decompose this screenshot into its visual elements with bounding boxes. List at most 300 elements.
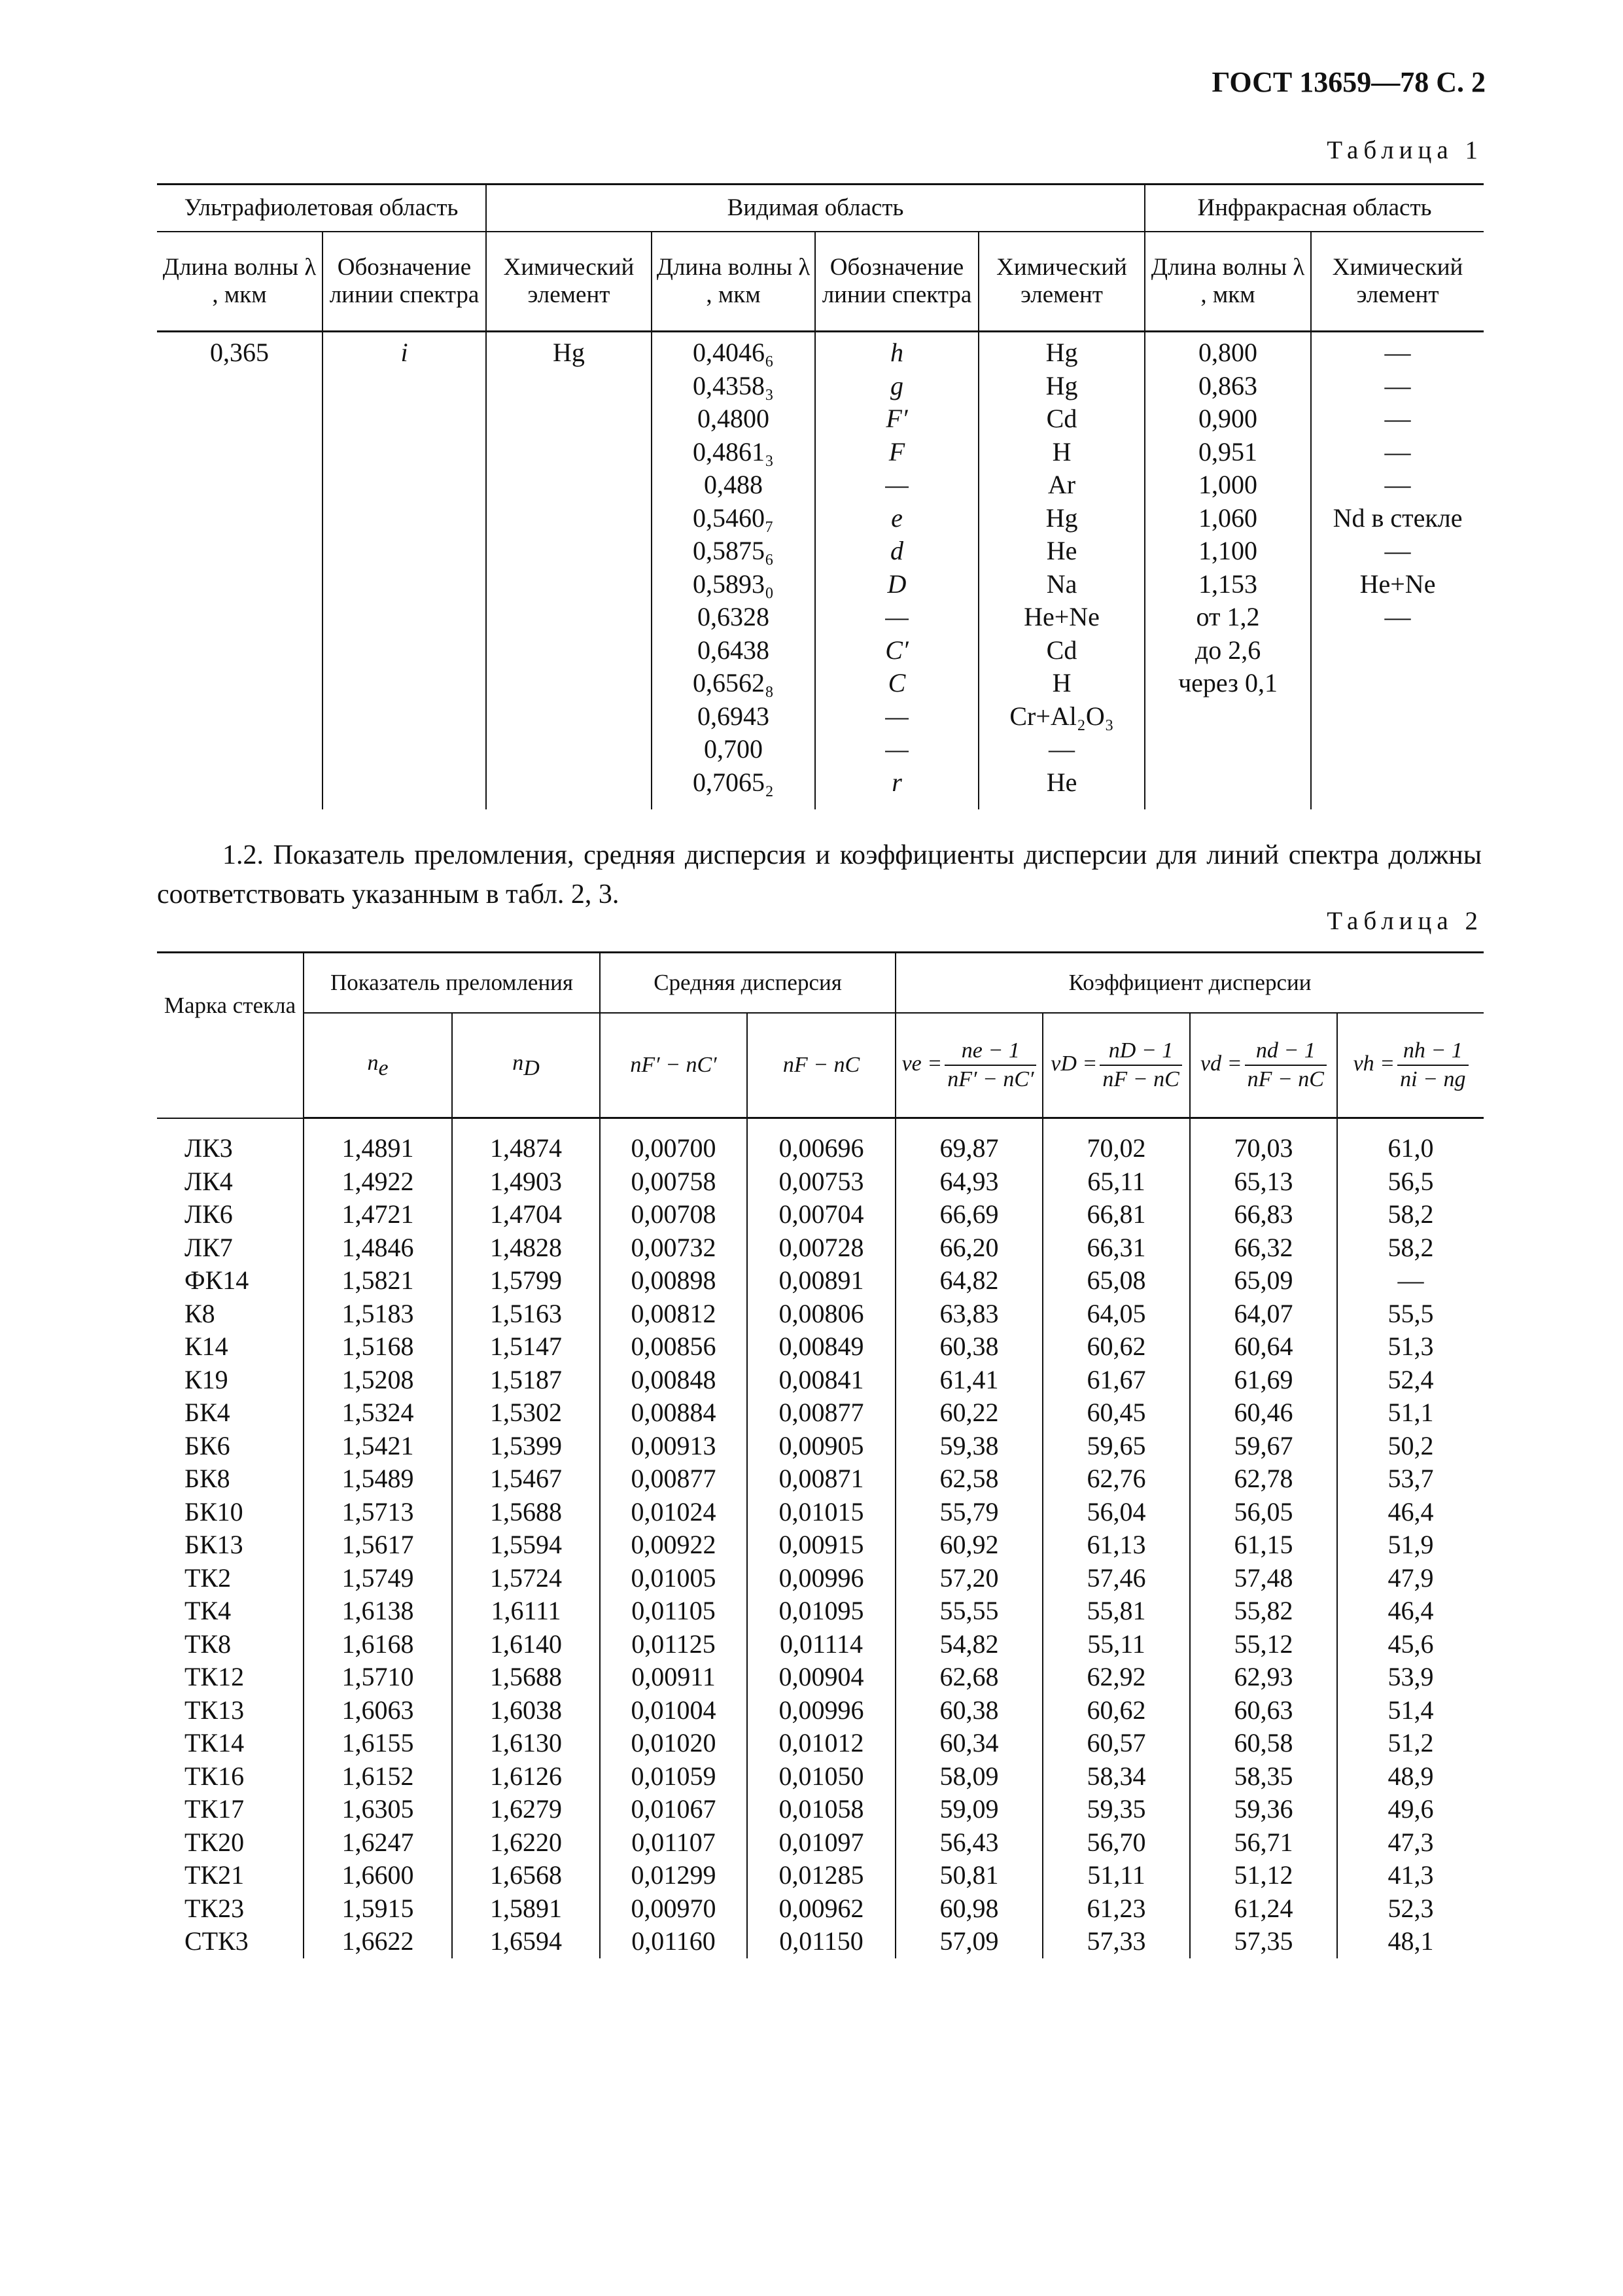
- value-cell: 55,55: [896, 1595, 1043, 1628]
- cell-line: до 2,6: [1195, 635, 1261, 665]
- group-visible: Видимая область: [486, 185, 1145, 232]
- value-cell: 0,00911: [600, 1661, 747, 1694]
- paragraph-1-2: 1.2. Показатель преломления, средняя дисперсия и коэффициенты дисперсии для линий спектра должны соответствовать указанным в табл. 2, 3.: [157, 840, 1482, 910]
- value-cell: 1,6111: [452, 1595, 600, 1628]
- glass-mark-cell: ТК21: [184, 1860, 245, 1890]
- value-cell: 60,45: [1043, 1396, 1190, 1430]
- col-header: Обозначение линии спектра: [323, 232, 486, 332]
- group-dispersion-coeff: Коэффициент дисперсии: [896, 953, 1484, 1014]
- col-vd: νD = $\frac{nD - 1}{nF - nC}$: [1043, 1013, 1190, 1118]
- table-row: [157, 1628, 1484, 1661]
- value-cell: 0,01024: [600, 1496, 747, 1529]
- cell-line: 0,4046₆: [693, 338, 774, 367]
- value-cell: 1,6130: [452, 1727, 600, 1760]
- col-header: Химический элемент: [1311, 232, 1484, 332]
- value-cell: 62,92: [1043, 1661, 1190, 1694]
- cell-line: 0,6328: [697, 602, 769, 631]
- value-cell: 61,0: [1337, 1118, 1484, 1165]
- glass-mark-cell: БК6: [184, 1430, 230, 1460]
- value-cell: 1,5821: [304, 1264, 452, 1298]
- value-cell: 60,63: [1190, 1694, 1337, 1727]
- value-cell: 1,5467: [452, 1462, 600, 1496]
- value-cell: 0,00877: [600, 1462, 747, 1496]
- value-cell: 64,07: [1190, 1298, 1337, 1331]
- value-cell: 61,69: [1190, 1364, 1337, 1397]
- value-cell: 58,2: [1337, 1231, 1484, 1265]
- value-cell: 46,4: [1337, 1595, 1484, 1628]
- value-cell: 51,11: [1043, 1859, 1190, 1892]
- value-cell: 60,64: [1190, 1330, 1337, 1364]
- value-cell: 0,01299: [600, 1859, 747, 1892]
- value-cell: 1,5713: [304, 1496, 452, 1529]
- value-cell: 1,5302: [452, 1396, 600, 1430]
- value-cell: 66,31: [1043, 1231, 1190, 1265]
- table-row: [157, 1231, 1484, 1265]
- value-cell: 0,01107: [600, 1826, 747, 1860]
- value-cell: 64,05: [1043, 1298, 1190, 1331]
- glass-mark-cell: ТК2: [184, 1563, 232, 1593]
- value-cell: 0,00841: [747, 1364, 896, 1397]
- cell-line: —: [885, 734, 909, 764]
- value-cell: 1,5183: [304, 1298, 452, 1331]
- value-cell: 1,5724: [452, 1562, 600, 1595]
- cell-line: 0,6562₈: [693, 668, 774, 698]
- value-cell: 56,05: [1190, 1496, 1337, 1529]
- value-cell: 1,4903: [452, 1165, 600, 1199]
- value-cell: 60,34: [896, 1727, 1043, 1760]
- value-cell: 1,5163: [452, 1298, 600, 1331]
- value-cell: 55,12: [1190, 1628, 1337, 1661]
- value-cell: 64,82: [896, 1264, 1043, 1298]
- value-cell: 1,6140: [452, 1628, 600, 1661]
- cell-line: 1,060: [1198, 503, 1258, 533]
- vis-elements-cell: [979, 332, 1145, 809]
- table-row: [157, 1364, 1484, 1397]
- table-row: [157, 1859, 1484, 1892]
- value-cell: 0,00732: [600, 1231, 747, 1265]
- value-cell: 51,12: [1190, 1859, 1337, 1892]
- table-2-body: [157, 1118, 1484, 1958]
- col-header: Длина волны λ , мкм: [652, 232, 815, 332]
- value-cell: 0,00856: [600, 1330, 747, 1364]
- glass-mark-cell: ТК4: [184, 1596, 232, 1625]
- value-cell: 51,4: [1337, 1694, 1484, 1727]
- glass-mark-cell: К19: [184, 1364, 228, 1394]
- value-cell: 1,6279: [452, 1793, 600, 1826]
- table-row: [157, 1396, 1484, 1430]
- value-cell: 58,2: [1337, 1198, 1484, 1231]
- ir-waves-cell: [1145, 332, 1311, 809]
- value-cell: 0,00753: [747, 1165, 896, 1199]
- value-cell: 64,93: [896, 1165, 1043, 1199]
- value-cell: 0,00849: [747, 1330, 896, 1364]
- value-cell: 65,09: [1190, 1264, 1337, 1298]
- value-cell: 0,00891: [747, 1264, 896, 1298]
- glass-mark-cell: К14: [184, 1332, 228, 1361]
- value-cell: 50,81: [896, 1859, 1043, 1892]
- glass-mark-cell: ТК20: [184, 1827, 245, 1857]
- col-vh: νh = $\frac{nh - 1}{ni - ng}$: [1337, 1013, 1484, 1118]
- col-ve: νe = $\frac{ne - 1}{nF' - nC'}$: [896, 1013, 1043, 1118]
- value-cell: —: [1337, 1264, 1484, 1298]
- col-disp: nF − nC: [747, 1013, 896, 1118]
- cell-line: C: [888, 668, 906, 698]
- value-cell: 0,01150: [747, 1925, 896, 1958]
- value-cell: 1,5187: [452, 1364, 600, 1397]
- value-cell: 60,98: [896, 1892, 1043, 1926]
- cell-line: g: [890, 370, 903, 400]
- cell-line: —: [1384, 338, 1411, 367]
- value-cell: 1,6155: [304, 1727, 452, 1760]
- value-cell: 1,5489: [304, 1462, 452, 1496]
- value-cell: 0,01285: [747, 1859, 896, 1892]
- glass-mark-cell: К8: [184, 1298, 215, 1328]
- value-cell: 0,00904: [747, 1661, 896, 1694]
- value-cell: 0,00905: [747, 1430, 896, 1463]
- cell-line: He+Ne: [1359, 569, 1436, 599]
- cell-line: 0,4861₃: [693, 436, 774, 467]
- value-cell: 1,6600: [304, 1859, 452, 1892]
- glass-mark-cell: СТК3: [184, 1926, 249, 1956]
- value-cell: 1,5208: [304, 1364, 452, 1397]
- value-cell: 60,38: [896, 1330, 1043, 1364]
- value-cell: 0,01105: [600, 1595, 747, 1628]
- ir-elements-cell: [1311, 332, 1484, 809]
- value-cell: 61,67: [1043, 1364, 1190, 1397]
- value-cell: 55,81: [1043, 1595, 1190, 1628]
- value-cell: 1,5710: [304, 1661, 452, 1694]
- value-cell: 60,92: [896, 1528, 1043, 1562]
- table-row: [157, 1661, 1484, 1694]
- glass-mark-cell: ТК17: [184, 1794, 245, 1824]
- value-cell: 48,9: [1337, 1760, 1484, 1793]
- cell-line: —: [885, 701, 909, 731]
- value-cell: 59,38: [896, 1430, 1043, 1463]
- value-cell: 56,71: [1190, 1826, 1337, 1860]
- value-cell: 53,9: [1337, 1661, 1484, 1694]
- col-disp-prime: nF′ − nC′: [600, 1013, 747, 1118]
- cell-line: 0,900: [1198, 404, 1258, 433]
- value-cell: 0,00871: [747, 1462, 896, 1496]
- value-cell: 1,4891: [304, 1118, 452, 1165]
- value-cell: 62,58: [896, 1462, 1043, 1496]
- cell-line: 0,5460₇: [693, 503, 774, 533]
- value-cell: 51,2: [1337, 1727, 1484, 1760]
- value-cell: 0,00696: [747, 1118, 896, 1165]
- glass-mark-cell: ЛК3: [184, 1133, 233, 1163]
- value-cell: 0,01020: [600, 1727, 747, 1760]
- value-cell: 1,5421: [304, 1430, 452, 1463]
- cell-line: D: [887, 569, 907, 599]
- value-cell: 47,3: [1337, 1826, 1484, 1860]
- cell-line: 0,4800: [697, 404, 769, 433]
- value-cell: 56,04: [1043, 1496, 1190, 1529]
- value-cell: 1,5324: [304, 1396, 452, 1430]
- value-cell: 0,01097: [747, 1826, 896, 1860]
- value-cell: 49,6: [1337, 1793, 1484, 1826]
- value-cell: 61,15: [1190, 1528, 1337, 1562]
- col-header: Химический элемент: [486, 232, 652, 332]
- glass-mark-cell: БК8: [184, 1464, 230, 1493]
- value-cell: 0,00915: [747, 1528, 896, 1562]
- glass-mark-cell: БК4: [184, 1398, 230, 1427]
- value-cell: 1,6594: [452, 1925, 600, 1958]
- value-cell: 0,01059: [600, 1760, 747, 1793]
- value-cell: 1,5617: [304, 1528, 452, 1562]
- col-ne: $n_e$: [304, 1013, 452, 1118]
- col-vdd: νd = $\frac{nd - 1}{nF - nC}$: [1190, 1013, 1337, 1118]
- glass-mark-cell: ТК13: [184, 1695, 245, 1725]
- value-cell: 0,00708: [600, 1198, 747, 1231]
- value-cell: 0,01004: [600, 1694, 747, 1727]
- table-row: [157, 1595, 1484, 1628]
- document-header: ГОСТ 13659—78 С. 2: [1212, 66, 1486, 98]
- table-row: [157, 1298, 1484, 1331]
- value-cell: 1,4874: [452, 1118, 600, 1165]
- cell-line: —: [1049, 734, 1075, 764]
- cell-line: Hg: [1045, 370, 1078, 400]
- col-header: Обозначение линии спектра: [815, 232, 979, 332]
- value-cell: 59,65: [1043, 1430, 1190, 1463]
- value-cell: 54,82: [896, 1628, 1043, 1661]
- value-cell: 60,58: [1190, 1727, 1337, 1760]
- cell-line: He: [1046, 767, 1077, 797]
- value-cell: 60,62: [1043, 1330, 1190, 1364]
- cell-line: Nd в стекле: [1333, 503, 1463, 533]
- table-row: [157, 1528, 1484, 1562]
- cell-line: 1,100: [1198, 536, 1258, 565]
- value-cell: 62,78: [1190, 1462, 1337, 1496]
- value-cell: 0,01058: [747, 1793, 896, 1826]
- value-cell: 50,2: [1337, 1430, 1484, 1463]
- table-1: [157, 183, 1484, 809]
- glass-mark-cell: ТК12: [184, 1662, 245, 1691]
- value-cell: 61,23: [1043, 1892, 1190, 1926]
- value-cell: 1,5147: [452, 1330, 600, 1364]
- col-header: Химический элемент: [979, 232, 1145, 332]
- cell-line: e: [891, 503, 903, 533]
- value-cell: 55,79: [896, 1496, 1043, 1529]
- table1-label: Таблица 1: [1327, 136, 1483, 164]
- cell-line: d: [890, 536, 903, 565]
- cell-line: C′: [885, 635, 909, 665]
- value-cell: 1,6247: [304, 1826, 452, 1860]
- value-cell: 58,34: [1043, 1760, 1190, 1793]
- cell-line: H: [1052, 436, 1072, 467]
- cell-line: 0,4358₃: [693, 370, 774, 400]
- cell-line: Cr+Al₂O₃: [1009, 701, 1114, 731]
- value-cell: 52,3: [1337, 1892, 1484, 1926]
- value-cell: 1,4704: [452, 1198, 600, 1231]
- value-cell: 0,00913: [600, 1430, 747, 1463]
- value-cell: 70,03: [1190, 1118, 1337, 1165]
- cell-line: Ar: [1047, 470, 1076, 499]
- group-mean-dispersion: Средняя дисперсия: [600, 953, 896, 1014]
- value-cell: 57,33: [1043, 1925, 1190, 1958]
- value-cell: 66,20: [896, 1231, 1043, 1265]
- table-row: [157, 1264, 1484, 1298]
- cell-line: Cd: [1046, 404, 1077, 433]
- table-row: [157, 1925, 1484, 1958]
- value-cell: 46,4: [1337, 1496, 1484, 1529]
- value-cell: 0,00704: [747, 1198, 896, 1231]
- cell-line: F′: [886, 404, 908, 433]
- group-uv: Ультрафиолетовая область: [157, 185, 486, 232]
- cell-line: Hg: [1045, 338, 1078, 367]
- value-cell: 57,09: [896, 1925, 1043, 1958]
- table-row: [157, 1727, 1484, 1760]
- value-cell: 52,4: [1337, 1364, 1484, 1397]
- value-cell: 1,5168: [304, 1330, 452, 1364]
- glass-mark-cell: ФК14: [184, 1265, 249, 1295]
- glass-mark-cell: ТК14: [184, 1728, 245, 1757]
- value-cell: 60,62: [1043, 1694, 1190, 1727]
- cell-line: H: [1052, 668, 1072, 698]
- value-cell: 56,5: [1337, 1165, 1484, 1199]
- value-cell: 59,09: [896, 1793, 1043, 1826]
- cell-line: —: [885, 602, 909, 631]
- value-cell: 62,76: [1043, 1462, 1190, 1496]
- value-cell: 59,36: [1190, 1793, 1337, 1826]
- cell-line: 0,6438: [697, 635, 769, 665]
- value-cell: 0,01005: [600, 1562, 747, 1595]
- value-cell: 57,48: [1190, 1562, 1337, 1595]
- value-cell: 1,6568: [452, 1859, 600, 1892]
- glass-mark-cell: ЛК4: [184, 1166, 233, 1196]
- value-cell: 0,00962: [747, 1892, 896, 1926]
- cell-line: —: [885, 470, 909, 499]
- value-cell: 1,4846: [304, 1231, 452, 1265]
- vis-waves-cell: [652, 332, 815, 809]
- value-cell: 0,00848: [600, 1364, 747, 1397]
- value-cell: 65,11: [1043, 1165, 1190, 1199]
- value-cell: 0,01160: [600, 1925, 747, 1958]
- cell-line: 0,800: [1198, 338, 1258, 367]
- cell-line: h: [890, 338, 903, 367]
- value-cell: 0,01050: [747, 1760, 896, 1793]
- cell-line: —: [1384, 470, 1411, 499]
- table-row: [157, 1165, 1484, 1199]
- table2-label: Таблица 2: [1327, 907, 1483, 935]
- value-cell: 1,4922: [304, 1165, 452, 1199]
- value-cell: 0,00898: [600, 1264, 747, 1298]
- value-cell: 0,00996: [747, 1694, 896, 1727]
- value-cell: 0,01114: [747, 1628, 896, 1661]
- value-cell: 0,00877: [747, 1396, 896, 1430]
- value-cell: 53,7: [1337, 1462, 1484, 1496]
- value-cell: 0,00996: [747, 1562, 896, 1595]
- value-cell: 1,4721: [304, 1198, 452, 1231]
- value-cell: 1,6063: [304, 1694, 452, 1727]
- value-cell: 61,41: [896, 1364, 1043, 1397]
- value-cell: 51,9: [1337, 1528, 1484, 1562]
- value-cell: 1,6126: [452, 1760, 600, 1793]
- value-cell: 56,70: [1043, 1826, 1190, 1860]
- value-cell: 0,00812: [600, 1298, 747, 1331]
- value-cell: 57,46: [1043, 1562, 1190, 1595]
- table-row: [157, 1826, 1484, 1860]
- value-cell: 0,01067: [600, 1793, 747, 1826]
- value-cell: 1,4828: [452, 1231, 600, 1265]
- value-cell: 65,08: [1043, 1264, 1190, 1298]
- value-cell: 55,82: [1190, 1595, 1337, 1628]
- table-row: [157, 1760, 1484, 1793]
- group-refraction: Показатель преломления: [304, 953, 600, 1014]
- value-cell: 66,81: [1043, 1198, 1190, 1231]
- glass-mark-cell: БК13: [184, 1530, 243, 1559]
- cell-line: F: [888, 436, 905, 467]
- table-row: [157, 1892, 1484, 1926]
- value-cell: 0,00884: [600, 1396, 747, 1430]
- value-cell: 62,93: [1190, 1661, 1337, 1694]
- value-cell: 61,24: [1190, 1892, 1337, 1926]
- vis-element-top-cell: Hg: [486, 332, 652, 809]
- value-cell: 55,5: [1337, 1298, 1484, 1331]
- uv-wave-cell: 0,365: [210, 338, 269, 367]
- value-cell: 1,6152: [304, 1760, 452, 1793]
- table-2: [157, 951, 1484, 1958]
- cell-line: 0,5893₀: [693, 569, 774, 599]
- cell-line: r: [892, 767, 902, 797]
- value-cell: 0,00806: [747, 1298, 896, 1331]
- table-row: [157, 1198, 1484, 1231]
- cell-line: Hg: [1045, 503, 1078, 533]
- table-row: [157, 1430, 1484, 1463]
- value-cell: 0,00700: [600, 1118, 747, 1165]
- cell-line: —: [1384, 602, 1411, 631]
- value-cell: 0,00728: [747, 1231, 896, 1265]
- value-cell: 60,38: [896, 1694, 1043, 1727]
- value-cell: 0,00970: [600, 1892, 747, 1926]
- value-cell: 58,35: [1190, 1760, 1337, 1793]
- value-cell: 66,32: [1190, 1231, 1337, 1265]
- value-cell: 1,5688: [452, 1661, 600, 1694]
- value-cell: 1,5891: [452, 1892, 600, 1926]
- value-cell: 65,13: [1190, 1165, 1337, 1199]
- value-cell: 58,09: [896, 1760, 1043, 1793]
- cell-line: —: [1384, 536, 1411, 565]
- value-cell: 69,87: [896, 1118, 1043, 1165]
- group-ir: Инфракрасная область: [1145, 185, 1484, 232]
- value-cell: 70,02: [1043, 1118, 1190, 1165]
- value-cell: 1,6138: [304, 1595, 452, 1628]
- value-cell: 66,83: [1190, 1198, 1337, 1231]
- cell-line: 0,5875₆: [693, 536, 774, 565]
- cell-line: —: [1384, 370, 1411, 400]
- value-cell: 0,01015: [747, 1496, 896, 1529]
- value-cell: 63,83: [896, 1298, 1043, 1331]
- value-cell: 55,11: [1043, 1628, 1190, 1661]
- value-cell: 0,01125: [600, 1628, 747, 1661]
- cell-line: 0,7065₂: [693, 767, 774, 797]
- cell-line: 0,863: [1198, 370, 1258, 400]
- table-row: [157, 1496, 1484, 1529]
- value-cell: 45,6: [1337, 1628, 1484, 1661]
- table-row: [157, 1118, 1484, 1165]
- value-cell: 1,6622: [304, 1925, 452, 1958]
- value-cell: 1,5749: [304, 1562, 452, 1595]
- glass-mark-cell: ТК8: [184, 1629, 232, 1659]
- value-cell: 0,00922: [600, 1528, 747, 1562]
- value-cell: 51,3: [1337, 1330, 1484, 1364]
- value-cell: 59,67: [1190, 1430, 1337, 1463]
- cell-line: 1,000: [1198, 470, 1258, 499]
- glass-mark-cell: ТК23: [184, 1893, 245, 1923]
- value-cell: 0,01095: [747, 1595, 896, 1628]
- value-cell: 60,57: [1043, 1727, 1190, 1760]
- value-cell: 57,20: [896, 1562, 1043, 1595]
- cell-line: —: [1384, 404, 1411, 433]
